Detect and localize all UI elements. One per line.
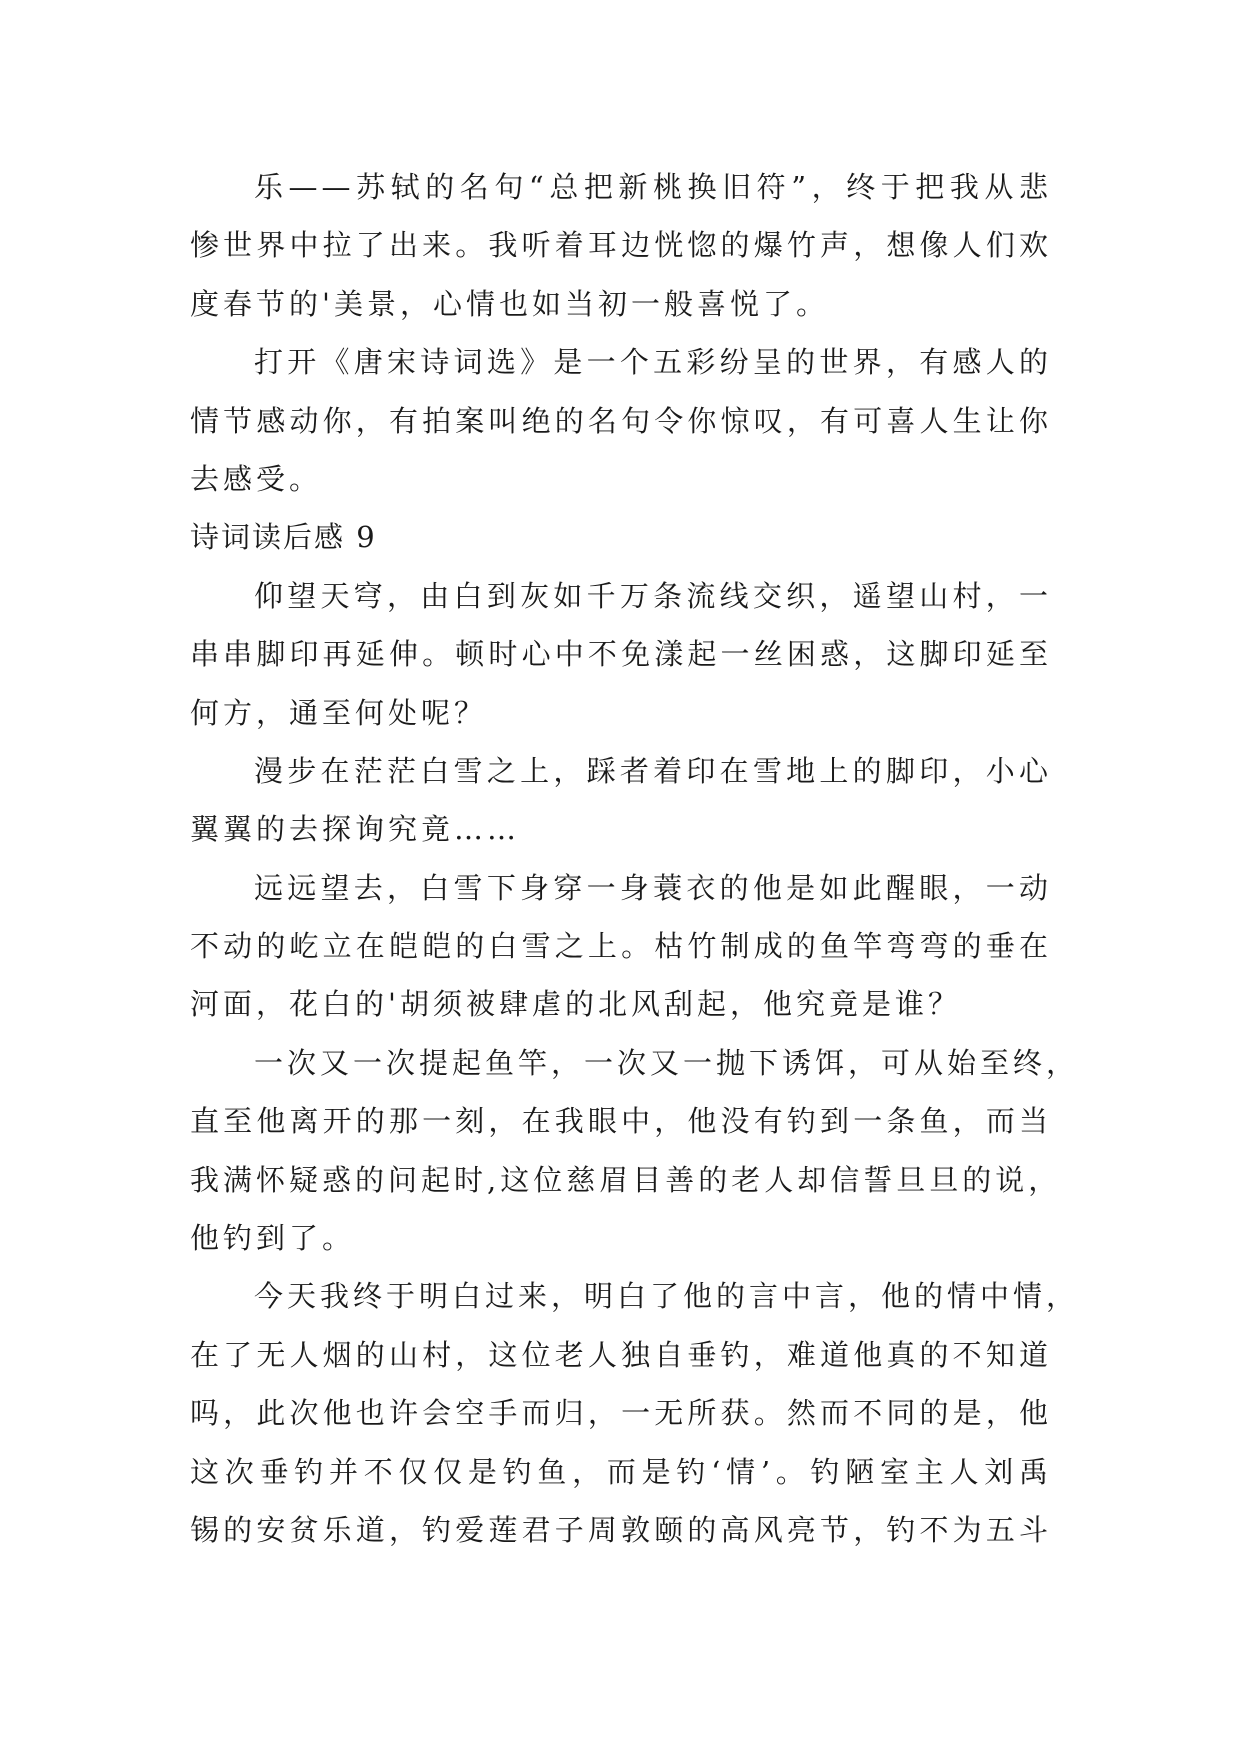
text-line: 在了无人烟的山村，这位老人独自垂钓，难道他真的不知道 <box>190 1337 1052 1372</box>
text-line: 直至他离开的那一刻，在我眼中，他没有钓到一条鱼，而当 <box>190 1104 1052 1139</box>
text-line: 惨世界中拉了出来。我听着耳边恍惚的爆竹声，想像人们欢 <box>190 228 1052 263</box>
paragraph <box>190 742 1052 859</box>
text-line: 情节感动你，有拍案叫绝的名句令你惊叹，有可喜人生让你 <box>190 403 1052 438</box>
paragraph <box>190 333 1052 508</box>
text-line: 不动的屹立在皑皑的白雪之上。枯竹制成的鱼竿弯弯的垂在 <box>190 929 1052 964</box>
text-line: 打开《唐宋诗词选》是一个五彩纷呈的世界，有感人的 <box>254 345 1052 380</box>
text-line: 何方，通至何处呢？ <box>190 695 488 730</box>
text-line: 一次又一次提起鱼竿，一次又一抛下诱饵，可从始至终， <box>254 1045 1080 1080</box>
section-heading <box>190 508 1052 566</box>
text-line: 漫步在茫茫白雪之上，踩者着印在雪地上的脚印，小心 <box>254 753 1052 788</box>
text-line: 我满怀疑惑的问起时,这位慈眉目善的老人却信誓旦旦的说， <box>190 1162 1062 1197</box>
text-line: 乐——苏轼的名句“总把新桃换旧符”，终于把我从悲 <box>254 170 1052 204</box>
text-line: 这次垂钓并不仅仅是钓鱼，而是钓‘情’。钓陋室主人刘禹 <box>190 1454 1052 1489</box>
text-line: 翼翼的去探询究竟…… <box>190 812 521 847</box>
text-line: 锡的安贫乐道，钓爱莲君子周敦颐的高风亮节，钓不为五斗 <box>190 1512 1052 1547</box>
text-line: 度春节的'美景，心情也如当初一般喜悦了。 <box>190 286 829 321</box>
text-line: 吗，此次他也许会空手而归，一无所获。然而不同的是，他 <box>190 1396 1052 1431</box>
text-line: 他钓到了。 <box>190 1221 356 1256</box>
text-line: 仰望天穹，由白到灰如千万条流线交织，遥望山村，一 <box>254 578 1052 613</box>
text-line: 河面，花白的'胡须被肆虐的北风刮起，他究竟是谁？ <box>190 987 961 1022</box>
text-line: 串串脚印再延伸。顿时心中不免漾起一丝困惑，这脚印延至 <box>190 637 1052 672</box>
text-line: 去感受。 <box>190 461 323 496</box>
paragraph <box>190 1034 1080 1268</box>
text-line: 远远望去，白雪下身穿一身蓑衣的他是如此醒眼，一动 <box>254 870 1052 905</box>
paragraph <box>190 158 1052 333</box>
paragraph <box>190 859 1052 1034</box>
section-heading-text: 诗词读后感 9 <box>190 520 377 555</box>
document-body <box>190 158 1080 1559</box>
paragraph <box>190 567 1052 742</box>
paragraph <box>190 1267 1080 1559</box>
text-line: 今天我终于明白过来，明白了他的言中言，他的情中情， <box>254 1279 1080 1314</box>
